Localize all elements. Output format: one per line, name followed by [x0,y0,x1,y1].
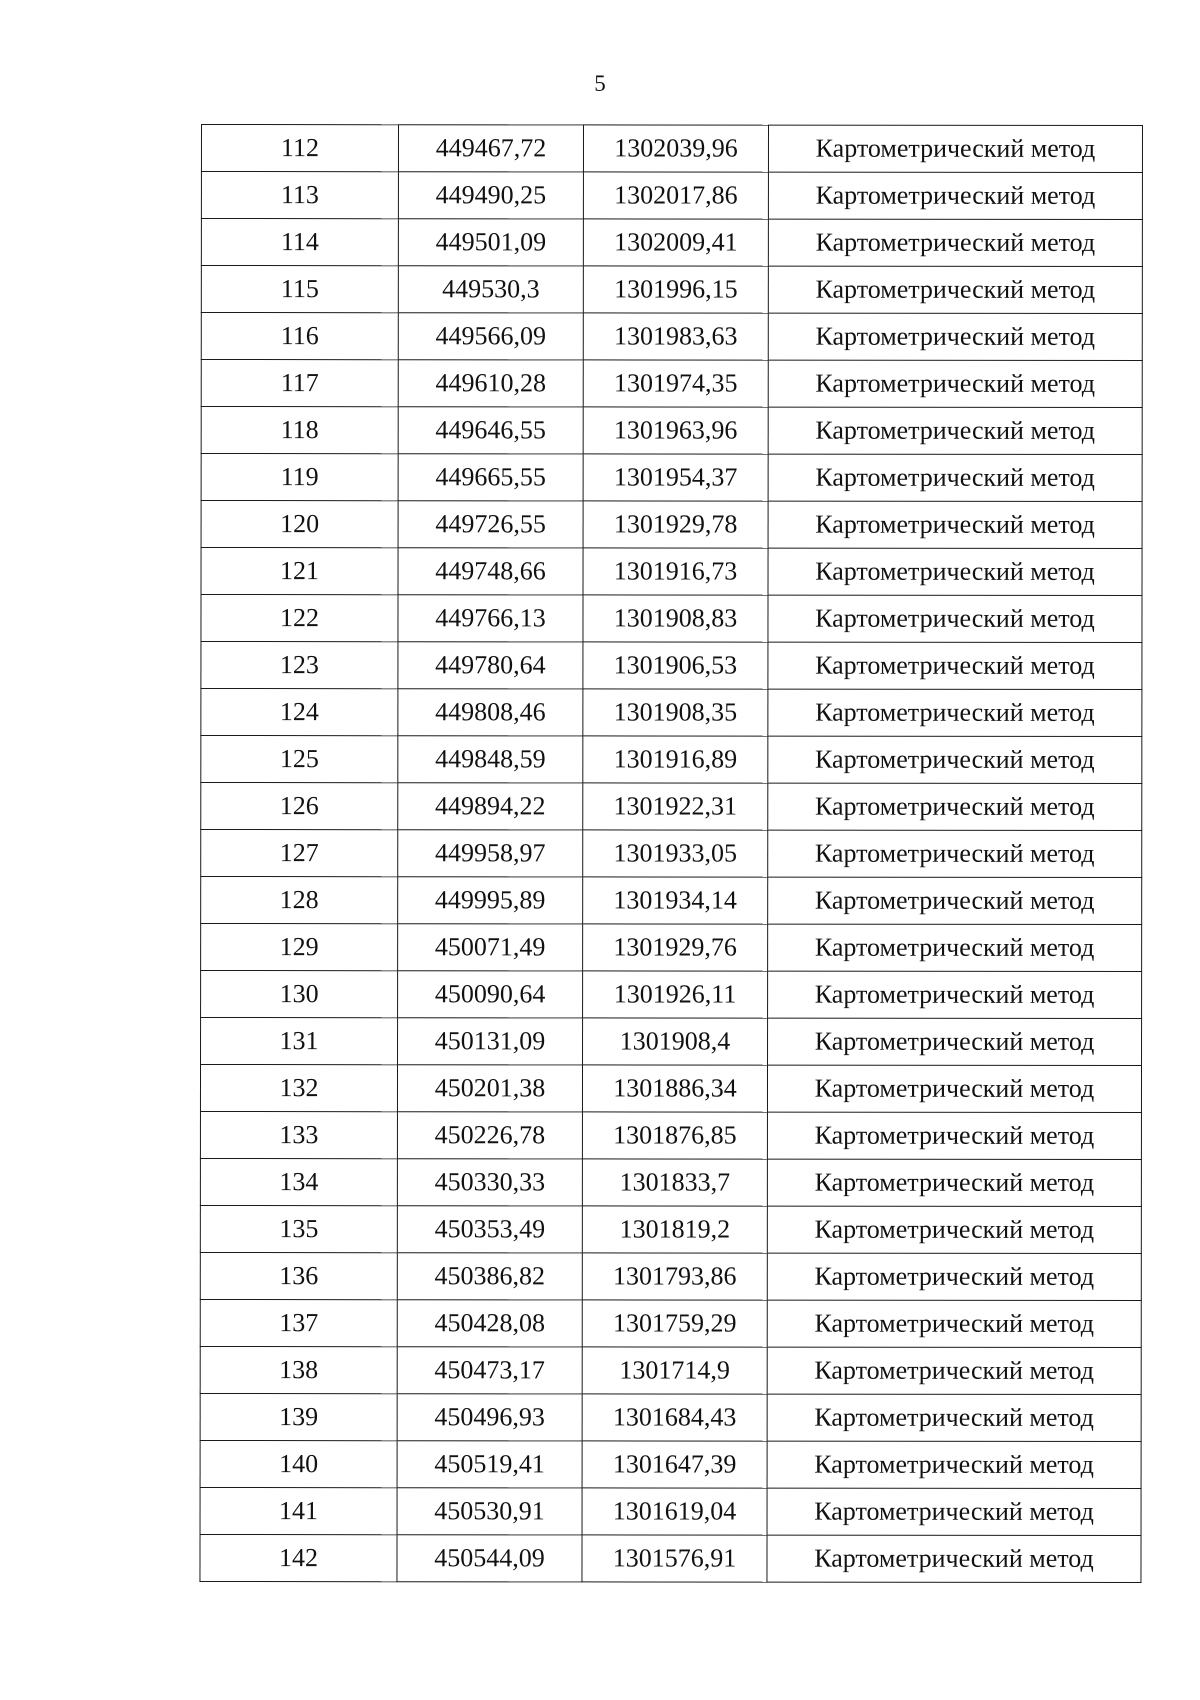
y-coordinate-cell: 1302009,41 [583,219,768,266]
x-coordinate-cell: 449894,22 [398,783,583,830]
x-coordinate-cell: 449610,28 [398,360,583,407]
x-coordinate-cell: 450071,49 [398,924,583,971]
y-coordinate-cell: 1301908,4 [583,1018,768,1065]
x-coordinate-cell: 450353,49 [397,1206,582,1253]
point-number-cell: 113 [201,172,398,219]
method-cell: Картометрический метод [767,1253,1141,1300]
x-coordinate-cell: 449490,25 [398,172,583,219]
method-cell: Картометрический метод [767,1112,1141,1159]
point-number-cell: 127 [201,830,398,877]
y-coordinate-cell: 1302017,86 [583,172,768,219]
table-row [201,313,1142,361]
y-coordinate-cell: 1301929,78 [583,501,768,548]
point-number-cell: 116 [201,313,398,360]
method-cell: Картометрический метод [767,1065,1141,1112]
table-row [201,971,1142,1019]
point-number-cell: 126 [201,783,398,830]
x-coordinate-cell: 450496,93 [397,1394,582,1441]
x-coordinate-cell: 449808,46 [398,689,583,736]
table-row [201,595,1142,643]
method-cell: Картометрический метод [768,924,1142,971]
table-row [201,830,1142,878]
point-number-cell: 124 [201,689,398,736]
method-cell: Картометрический метод [767,1441,1141,1488]
table-row [200,1112,1141,1160]
table-row [201,548,1142,596]
y-coordinate-cell: 1301954,37 [583,454,768,501]
point-number-cell: 112 [201,125,398,172]
table-row [201,783,1142,831]
method-cell: Картометрический метод [767,1535,1141,1582]
method-cell: Картометрический метод [768,830,1142,877]
point-number-cell: 132 [200,1065,397,1112]
point-number-cell: 130 [201,971,398,1018]
method-cell: Картометрический метод [768,548,1142,595]
x-coordinate-cell: 449467,72 [398,125,583,172]
y-coordinate-cell: 1301996,15 [583,266,768,313]
table-row [201,454,1142,502]
method-cell: Картометрический метод [767,1347,1141,1394]
y-coordinate-cell: 1301929,76 [583,924,768,971]
x-coordinate-cell: 450330,33 [397,1159,582,1206]
y-coordinate-cell: 1301759,29 [582,1300,767,1347]
table-row [201,360,1142,408]
x-coordinate-cell: 449566,09 [398,313,583,360]
x-coordinate-cell: 450473,17 [397,1347,582,1394]
method-cell: Картометрический метод [767,1488,1141,1535]
point-number-cell: 131 [201,1018,398,1065]
y-coordinate-cell: 1301974,35 [583,360,768,407]
y-coordinate-cell: 1301619,04 [582,1488,767,1535]
method-cell: Картометрический метод [768,1018,1142,1065]
point-number-cell: 120 [201,501,398,548]
x-coordinate-cell: 449646,55 [398,407,583,454]
table-row [200,1299,1141,1347]
table-row [201,501,1142,549]
table-row [201,172,1142,220]
y-coordinate-cell: 1301819,2 [582,1206,767,1253]
point-number-cell: 137 [200,1299,397,1346]
method-cell: Картометрический метод [768,125,1142,172]
y-coordinate-cell: 1301647,39 [582,1441,767,1488]
method-cell: Картометрический метод [767,1394,1141,1441]
table-row [201,125,1142,173]
y-coordinate-cell: 1301916,73 [583,548,768,595]
x-coordinate-cell: 449501,09 [398,219,583,266]
point-number-cell: 141 [200,1487,397,1534]
y-coordinate-cell: 1301876,85 [582,1112,767,1159]
method-cell: Картометрический метод [768,642,1142,689]
point-number-cell: 119 [201,454,398,501]
table-row [201,407,1142,455]
x-coordinate-cell: 449848,59 [398,736,583,783]
y-coordinate-cell: 1301926,11 [583,971,768,1018]
table-row [200,1252,1141,1300]
method-cell: Картометрический метод [768,407,1142,454]
table-row [201,689,1142,737]
y-coordinate-cell: 1301714,9 [582,1347,767,1394]
point-number-cell: 140 [200,1440,397,1487]
x-coordinate-cell: 450428,08 [397,1300,582,1347]
y-coordinate-cell: 1301576,91 [582,1535,767,1582]
method-cell: Картометрический метод [767,1159,1141,1206]
method-cell: Картометрический метод [768,454,1142,501]
y-coordinate-cell: 1301906,53 [583,642,768,689]
x-coordinate-cell: 450519,41 [397,1441,582,1488]
x-coordinate-cell: 449748,66 [398,548,583,595]
x-coordinate-cell: 449780,64 [398,642,583,689]
table-row [200,1534,1141,1582]
method-cell: Картометрический метод [768,971,1142,1018]
method-cell: Картометрический метод [768,360,1142,407]
table-row [201,642,1142,690]
point-number-cell: 142 [200,1534,397,1581]
method-cell: Картометрический метод [768,877,1142,924]
y-coordinate-cell: 1301963,96 [583,407,768,454]
point-number-cell: 133 [200,1112,397,1159]
x-coordinate-cell: 449995,89 [398,877,583,924]
table-row [201,877,1142,925]
page-number: 5 [594,71,606,96]
x-coordinate-cell: 450226,78 [397,1112,582,1159]
x-coordinate-cell: 449665,55 [398,454,583,501]
table-row [201,266,1142,314]
x-coordinate-cell: 450131,09 [398,1018,583,1065]
table-row [200,1205,1141,1253]
table-row [201,219,1142,267]
method-cell: Картометрический метод [768,219,1142,266]
y-coordinate-cell: 1301886,34 [582,1065,767,1112]
table-row [200,1065,1141,1113]
method-cell: Картометрический метод [768,313,1142,360]
point-number-cell: 128 [201,877,398,924]
table-body [200,125,1143,1583]
x-coordinate-cell: 450090,64 [398,971,583,1018]
x-coordinate-cell: 449726,55 [398,501,583,548]
method-cell: Картометрический метод [768,172,1142,219]
table-row [201,924,1142,972]
x-coordinate-cell: 450201,38 [397,1065,582,1112]
table-row [200,1159,1141,1207]
y-coordinate-cell: 1301684,43 [582,1394,767,1441]
y-coordinate-cell: 1301793,86 [582,1253,767,1300]
y-coordinate-cell: 1301908,35 [583,689,768,736]
y-coordinate-cell: 1301908,83 [583,595,768,642]
method-cell: Картометрический метод [767,1206,1141,1253]
y-coordinate-cell: 1301934,14 [583,877,768,924]
method-cell: Картометрический метод [768,266,1142,313]
coordinates-table [199,124,1143,1583]
method-cell: Картометрический метод [768,783,1142,830]
table-row [200,1440,1141,1488]
table-row [200,1346,1141,1394]
y-coordinate-cell: 1301833,7 [582,1159,767,1206]
point-number-cell: 125 [201,736,398,783]
point-number-cell: 123 [201,642,398,689]
x-coordinate-cell: 449766,13 [398,595,583,642]
point-number-cell: 121 [201,548,398,595]
point-number-cell: 134 [200,1159,397,1206]
table-row [201,1018,1142,1066]
table-row [200,1487,1141,1535]
point-number-cell: 122 [201,595,398,642]
point-number-cell: 117 [201,360,398,407]
x-coordinate-cell: 449530,3 [398,266,583,313]
table-row [200,1393,1141,1441]
point-number-cell: 139 [200,1393,397,1440]
point-number-cell: 138 [200,1346,397,1393]
x-coordinate-cell: 450530,91 [397,1488,582,1535]
method-cell: Картометрический метод [768,736,1142,783]
point-number-cell: 115 [201,266,398,313]
x-coordinate-cell: 450386,82 [397,1253,582,1300]
y-coordinate-cell: 1302039,96 [583,125,768,172]
method-cell: Картометрический метод [768,689,1142,736]
x-coordinate-cell: 449958,97 [398,830,583,877]
point-number-cell: 114 [201,219,398,266]
method-cell: Картометрический метод [768,501,1142,548]
y-coordinate-cell: 1301916,89 [583,736,768,783]
y-coordinate-cell: 1301983,63 [583,313,768,360]
method-cell: Картометрический метод [767,1300,1141,1347]
y-coordinate-cell: 1301922,31 [583,783,768,830]
point-number-cell: 135 [200,1205,397,1252]
point-number-cell: 129 [201,924,398,971]
point-number-cell: 136 [200,1252,397,1299]
point-number-cell: 118 [201,407,398,454]
y-coordinate-cell: 1301933,05 [583,830,768,877]
table-row [201,736,1142,784]
x-coordinate-cell: 450544,09 [397,1535,582,1582]
method-cell: Картометрический метод [768,595,1142,642]
